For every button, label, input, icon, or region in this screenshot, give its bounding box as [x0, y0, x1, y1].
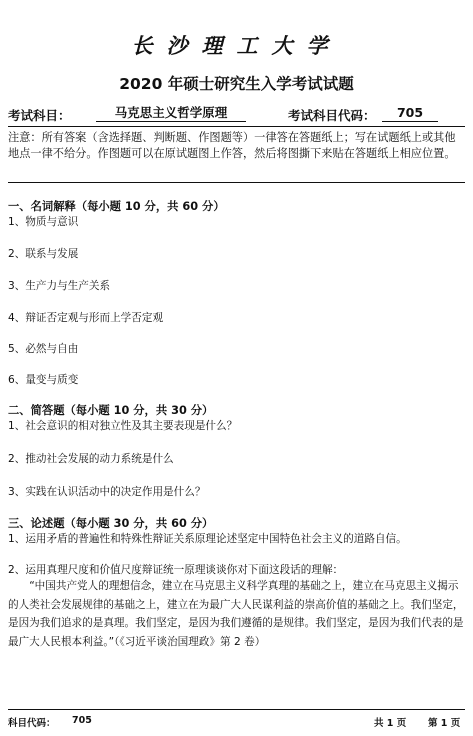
question-item: 3、生产力与生产关系 [8, 280, 111, 292]
subject-label: 考试科目： [8, 108, 71, 123]
footer-code-label: 科目代码： [8, 718, 56, 729]
question-item: 1、物质与意识 [8, 216, 79, 228]
footer-code-value: 705 [72, 715, 92, 726]
header-rule [8, 126, 465, 127]
question-item: 3、实践在认识活动中的决定作用是什么？ [8, 486, 206, 498]
exam-title: 2020 年硕士研究生入学考试试题 [119, 75, 354, 93]
subject-code-label: 考试科目代码： [288, 108, 376, 123]
question-item: 1、社会意识的相对独立性及其主要表现是什么？ [8, 420, 238, 432]
question-item: 6、量变与质变 [8, 374, 79, 386]
question-item: 2、运用真理尺度和价值尺度辩证统一原理谈谈你对下面这段话的理解： [8, 564, 344, 576]
notice-text: 注意：所有答案（含选择题、判断题、作图题等）一律答在答题纸上；写在试题纸上或其他地点一律不给分。作图题可以在原试题图上作答，然后将图撕下来贴在答题纸上相应位置。 [8, 131, 456, 160]
subject-code-value: 705 [382, 105, 438, 122]
question-item: 1、运用矛盾的普遍性和特殊性辩证关系原理论述坚定中国特色社会主义的道路自信。 [8, 533, 407, 545]
question-item: 2、联系与发展 [8, 248, 79, 260]
question-item: 4、辩证否定观与形而上学否定观 [8, 312, 164, 324]
notice-rule [8, 182, 465, 183]
university-name: 长沙理工大学 [131, 33, 342, 58]
subject-value: 马克思主义哲学原理 [96, 105, 246, 122]
question-item: 2、推动社会发展的动力系统是什么 [8, 453, 174, 465]
section-title: 二、简答题（每小题 10 分，共 30 分） [8, 404, 214, 417]
question-item: 5、必然与自由 [8, 343, 79, 355]
quote-paragraph: “中国共产党人的理想信念，建立在马克思主义科学真理的基础之上，建立在马克思主义揭示的人类社会发展规律的基础之上，建立在为最广大人民谋利益的崇高价值的基础之上。我们坚定，是因为我们追求的是真理。我们坚定，是因为我们遵循的是规律。我们坚定，是因为我们代表的是最广大人民根本利益。”（《习近平谈治国理政》第 2 卷） [8, 580, 464, 648]
footer-page-number: 第 1 页 [428, 718, 461, 729]
footer-rule [8, 709, 465, 710]
section-title: 一、名词解释（每小题 10 分，共 60 分） [8, 200, 225, 213]
section-title: 三、论述题（每小题 30 分，共 60 分） [8, 517, 214, 530]
footer-total-pages: 共 1 页 [374, 718, 407, 729]
